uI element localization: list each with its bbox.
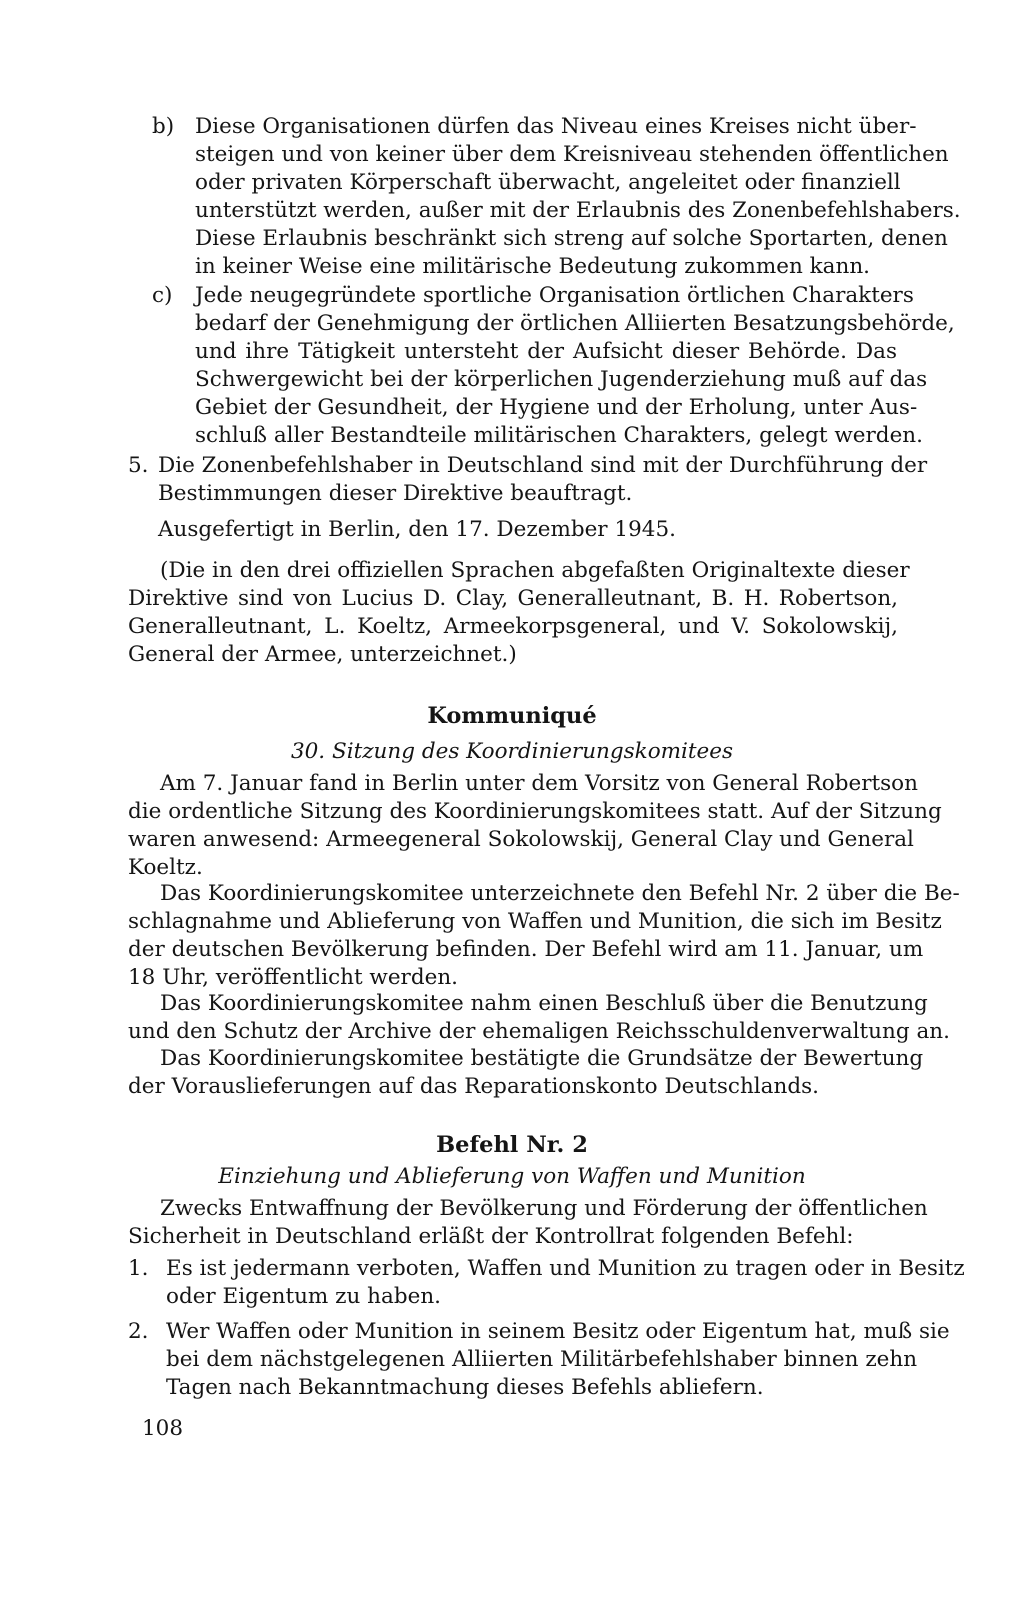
text-line: waren anwesend: Armeegeneral Sokolowskij, General Clay und General (128, 827, 914, 852)
text-line: Direktive sind von Lucius D. Clay, Generalleutnant, B. H. Robertson, (128, 586, 898, 611)
text-line: der deutschen Bevölkerung befinden. Der Befehl wird am 11. Januar, um (128, 937, 924, 962)
text-line: der Vorauslieferungen auf das Reparationskonto Deutschlands. (128, 1074, 819, 1099)
befehl-item-2-text (166, 1318, 950, 1402)
item-c-label: c) (152, 283, 173, 308)
befehl-subtitle: Einziehung und Ablieferung von Waffen und Munition (218, 1164, 806, 1189)
text-line: Schwergewicht bei der körperlichen Jugenderziehung muß auf das (195, 367, 928, 392)
text-line: Koeltz. (128, 855, 203, 880)
text-line: unterstützt werden, außer mit der Erlaubnis des Zonenbefehlshabers. (195, 198, 961, 223)
issued-line: Ausgefertigt in Berlin, den 17. Dezember 1945. (158, 517, 676, 542)
item-b-text (195, 113, 961, 281)
text-line: und ihre Tätigkeit untersteht der Aufsicht dieser Behörde. Das (195, 339, 897, 364)
text-line: Das Koordinierungskomitee bestätigte die Grundsätze der Bewertung (160, 1046, 924, 1071)
text-line: 18 Uhr, veröffentlicht werden. (128, 965, 459, 990)
text-line: Wer Waffen oder Munition in seinem Besitz oder Eigentum hat, muß sie (166, 1319, 950, 1344)
text-line: Es ist jedermann verboten, Waffen und Munition zu tragen oder in Besitz (166, 1256, 965, 1281)
text-line: Am 7. Januar fand in Berlin unter dem Vorsitz von General Robertson (160, 771, 918, 796)
befehl-intro (128, 1195, 928, 1251)
text-line: steigen und von keiner über dem Kreisniveau stehenden öffentlichen (195, 142, 949, 167)
kommunique-para-3 (128, 990, 950, 1046)
item-5-text (158, 452, 928, 508)
kommunique-para-4 (128, 1045, 924, 1101)
befehl-title: Befehl Nr. 2 (436, 1132, 588, 1158)
text-line: Diese Organisationen dürfen das Niveau eines Kreises nicht über- (195, 114, 917, 139)
befehl-item-2-label: 2. (128, 1319, 149, 1344)
text-line: und den Schutz der Archive der ehemaligen Reichsschuldenverwaltung an. (128, 1019, 950, 1044)
text-line: Sicherheit in Deutschland erläßt der Kontrollrat folgenden Befehl: (128, 1224, 854, 1249)
kommunique-para-1 (128, 770, 942, 882)
text-line: oder privaten Körperschaft überwacht, angeleitet oder finanziell (195, 170, 901, 195)
text-line: Die Zonenbefehlshaber in Deutschland sind mit der Durchführung der (158, 453, 928, 478)
kommunique-para-2 (128, 880, 960, 992)
text-line: Gebiet der Gesundheit, der Hygiene und der Erholung, unter Aus- (195, 395, 918, 420)
text-line: in keiner Weise eine militärische Bedeutung zukommen kann. (195, 254, 871, 279)
text-line: schlagnahme und Ablieferung von Waffen und Munition, die sich im Besitz (128, 909, 942, 934)
text-line: Das Koordinierungskomitee unterzeichnete den Befehl Nr. 2 über die Be- (160, 881, 960, 906)
text-line: (Die in den drei offiziellen Sprachen abgefaßten Originaltexte dieser (160, 558, 910, 583)
befehl-item-1-text (166, 1255, 965, 1311)
text-line: Diese Erlaubnis beschränkt sich streng auf solche Sportarten, denen (195, 226, 948, 251)
signatures-paragraph (128, 557, 910, 669)
text-line: Generalleutnant, L. Koeltz, Armeekorpsgeneral, und V. Sokolowskij, (128, 614, 898, 639)
item-5-label: 5. (128, 453, 149, 478)
text-line: oder Eigentum zu haben. (166, 1284, 441, 1309)
text-line: Jede neugegründete sportliche Organisation örtlichen Charakters (195, 283, 914, 308)
text-line: General der Armee, unterzeichnet.) (128, 642, 517, 667)
page-number: 108 (142, 1416, 184, 1441)
item-b-label: b) (152, 114, 175, 139)
text-line: Das Koordinierungskomitee nahm einen Beschluß über die Benutzung (160, 991, 928, 1016)
item-c-text (195, 282, 955, 450)
text-line: schluß aller Bestandteile militärischen Charakters, gelegt werden. (195, 423, 923, 448)
text-line: Zwecks Entwaffnung der Bevölkerung und Förderung der öffentlichen (160, 1196, 928, 1221)
text-line: bedarf der Genehmigung der örtlichen Alliierten Besatzungsbehörde, (195, 311, 955, 336)
text-line: Bestimmungen dieser Direktive beauftragt. (158, 481, 633, 506)
kommunique-subtitle: 30. Sitzung des Koordinierungskomitees (290, 739, 734, 764)
text-line: bei dem nächstgelegenen Alliierten Militärbefehlshaber binnen zehn (166, 1347, 918, 1372)
text-line: Tagen nach Bekanntmachung dieses Befehls abliefern. (166, 1375, 764, 1400)
kommunique-title: Kommuniqué (427, 703, 597, 729)
befehl-item-1-label: 1. (128, 1256, 149, 1281)
text-line: die ordentliche Sitzung des Koordinierungskomitees statt. Auf der Sitzung (128, 799, 942, 824)
